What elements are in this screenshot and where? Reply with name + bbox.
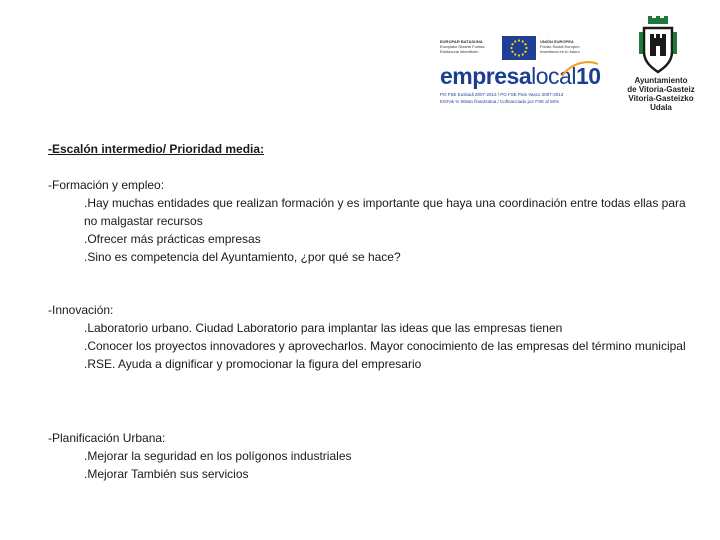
block-planificacion-urbana <box>48 429 688 483</box>
block-item: .Mejorar También sus servicios <box>84 467 249 481</box>
section-title: -Escalón intermedio/ Prioridad media: <box>48 142 265 156</box>
funding-note <box>440 91 608 105</box>
eu-flag-icon <box>502 36 536 60</box>
block-item: .Mejorar la seguridad en los polígonos industriales <box>84 449 352 463</box>
brand-part-1: empresa <box>440 63 532 89</box>
block-item: .Hay muchas entidades que realizan formación y es importante que haya una coordinación entre todas ellas para no malgastar recursos <box>84 196 686 228</box>
funding-line: PO FSE Euskadi 2007-2013 / PO FSE País Vasco 2007-2013 <box>440 92 564 97</box>
block-item: .RSE. Ayuda a dignificar y promocionar la figura del empresario <box>84 357 422 371</box>
eu-spanish-text <box>540 39 602 54</box>
block-formacion-empleo <box>48 176 688 266</box>
city-line: Udala <box>650 103 672 112</box>
brand-part-3: 10 <box>575 63 601 89</box>
city-line: de Vitoria-Gasteiz <box>627 85 695 94</box>
block-item: .Sino es competencia del Ayuntamiento, ¿por qué se hace? <box>84 250 401 264</box>
city-council-name <box>618 76 704 112</box>
block-item: .Laboratorio urbano. Ciudad Laboratorio para implantar las ideas que las empresas tienen <box>84 321 563 335</box>
eu-right-line: Fondo Social Europeo <box>540 44 580 49</box>
brand-swoosh-icon <box>558 58 600 80</box>
brand-part-2: local <box>531 63 576 89</box>
city-line: Vitoria-Gasteizko <box>628 94 694 103</box>
block-heading: -Innovación: <box>48 303 114 317</box>
block-heading: -Formación y empleo: <box>48 178 165 192</box>
city-crest-icon <box>636 16 680 74</box>
eu-left-line: EUROPAR BATASUNA <box>440 39 483 44</box>
block-item: .Ofrecer más prácticas empresas <box>84 232 261 246</box>
eu-right-line: UNIÓN EUROPEA <box>540 39 574 44</box>
eu-basque-text <box>440 39 500 54</box>
block-innovacion <box>48 301 688 373</box>
block-item: .Conocer los proyectos innovadores y aprovecharlos. Mayor conocimiento de las empresas del término municipal <box>84 339 686 353</box>
city-line: Ayuntamiento <box>634 76 688 85</box>
empresalocal-logo <box>440 62 604 90</box>
eu-left-line: Etorkizuna inbertitzen <box>440 49 479 54</box>
eu-left-line: Europako Gizarte Funtsa <box>440 44 485 49</box>
funding-line: EGFak % 50ean finantzatua / Cofinanciado por FSE al 50% <box>440 99 560 104</box>
block-heading: -Planificación Urbana: <box>48 431 166 445</box>
eu-right-line: Invertimos en tu futuro <box>540 49 580 54</box>
